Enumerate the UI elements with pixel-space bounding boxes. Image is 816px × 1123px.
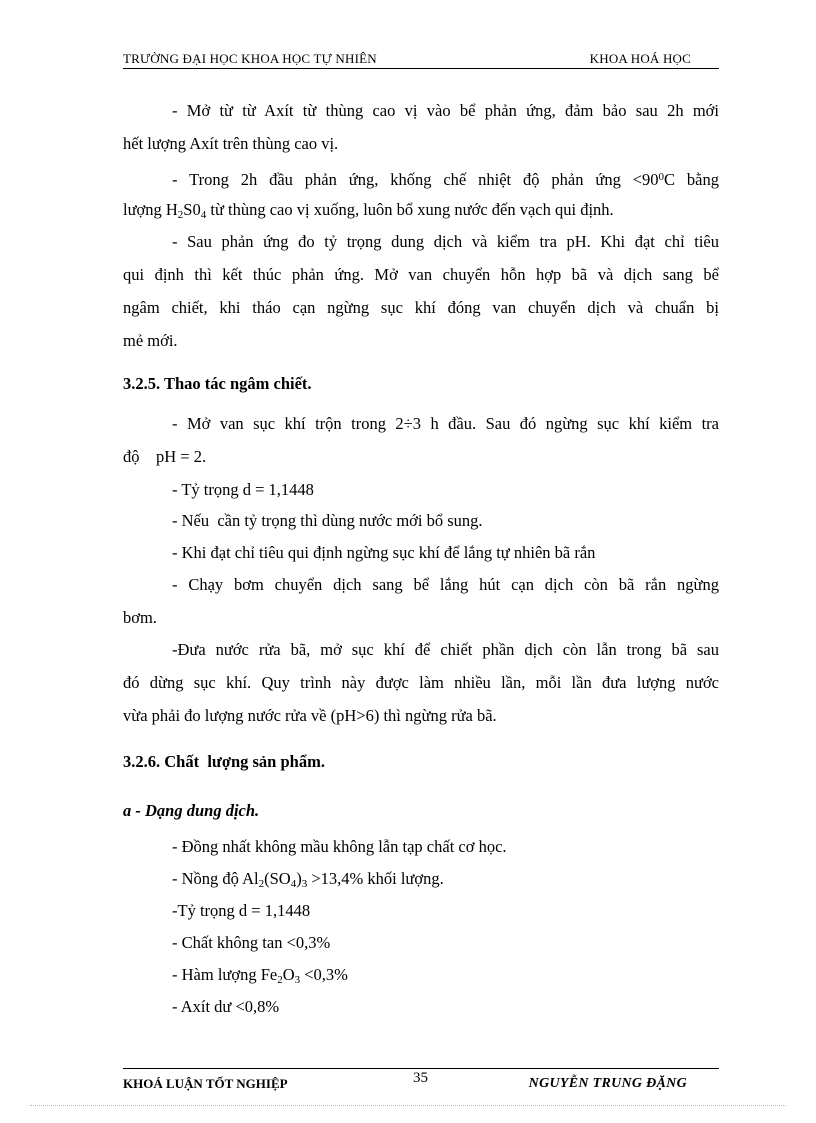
list-item: -Tỷ trọng d = 1,1448 <box>172 901 311 920</box>
subsection-heading: a - Dạng dung dịch. <box>123 801 260 820</box>
header-faculty: KHOA HOÁ HỌC <box>589 51 691 66</box>
footer-author: NGUYỄN TRUNG ĐẶNG <box>528 1076 687 1091</box>
paragraph-line: - Mở van sục khí trộn trong 2÷3 h đầu. Sau đó ngừng sục khí kiểm tra <box>172 414 719 433</box>
list-item: - Axít dư <0,8% <box>172 997 280 1016</box>
text-run: - Nồng độ Al <box>172 869 259 888</box>
text-run: >13,4% khối lượng. <box>307 869 444 888</box>
subscript: 2 <box>277 974 283 986</box>
text-run: lượng H <box>123 200 178 219</box>
paragraph-line: bơm. <box>123 608 157 627</box>
page-break-divider <box>30 1105 786 1106</box>
paragraph-line: - Sau phản ứng đo tỷ trọng dung dịch và kiểm tra pH. Khi đạt chỉ tiêu <box>172 232 719 251</box>
paragraph-line: - Nếu cần tỷ trọng thì dùng nước mới bổ sung. <box>172 511 483 530</box>
text-run: C bằng <box>664 170 719 189</box>
subscript: 4 <box>290 878 297 890</box>
text-run: - Hàm lượng Fe <box>172 965 278 984</box>
page-number: 35 <box>413 1070 428 1086</box>
paragraph-line: - Mở từ từ Axít từ thùng cao vị vào bể phản ứng, đảm bảo sau 2h mới <box>172 101 719 120</box>
text-run: <0,3% <box>300 965 348 984</box>
text-run: O <box>282 965 295 984</box>
text-run: S0 <box>183 200 201 219</box>
page-footer <box>123 1068 719 1091</box>
list-item: - Chất không tan <0,3% <box>172 933 331 952</box>
text-run: - Trong 2h đầu phản ứng, khống chế nhiệt độ phản ứng <90 <box>172 170 659 189</box>
subscript: 2 <box>177 209 184 221</box>
paragraph-line: đó dừng sục khí. Quy trình này được làm nhiều lần, mỗi lần đưa lượng nước <box>123 673 719 692</box>
section-heading: 3.2.5. Thao tác ngâm chiết. <box>123 374 312 393</box>
paragraph-line: - Khi đạt chỉ tiêu qui định ngừng sục khí để lắng tự nhiên bã rắn <box>172 543 596 562</box>
paragraph-line: độ pH = 2. <box>123 447 207 466</box>
paragraph-line: - Chạy bơm chuyển dịch sang bể lắng hút cạn dịch còn bã rắn ngừng <box>172 575 719 594</box>
subscript: 2 <box>258 878 265 890</box>
paragraph-line: vừa phải đo lượng nước rửa về (pH>6) thì ngừng rửa bã. <box>123 706 497 725</box>
paragraph-line: -Đưa nước rửa bã, mở sục khí để chiết phần dịch còn lẫn trong bã sau <box>172 640 719 659</box>
list-item: - Đồng nhất không mầu không lẫn tạp chất cơ học. <box>172 837 507 856</box>
paragraph-line: mẻ mới. <box>123 331 178 350</box>
list-item <box>172 868 719 895</box>
text-run: (SO <box>264 869 291 888</box>
page-header <box>123 50 719 69</box>
paragraph-line: - Tỷ trọng d = 1,1448 <box>172 480 314 499</box>
subscript: 4 <box>200 209 207 221</box>
paragraph-line <box>123 199 719 226</box>
paragraph-line <box>172 166 719 191</box>
header-university: TRƯỜNG ĐẠI HỌC KHOA HỌC TỰ NHIÊN <box>123 51 377 66</box>
subscript: 3 <box>294 974 301 986</box>
section-heading: 3.2.6. Chất lượng sản phẩm. <box>123 752 325 771</box>
paragraph-line: qui định thì kết thúc phản ứng. Mở van chuyển hỗn hợp bã và dịch sang bể <box>123 265 719 284</box>
text-run: ) <box>296 869 302 888</box>
superscript: 0 <box>658 171 665 183</box>
text-run: từ thùng cao vị xuống, luôn bổ xung nước đến vạch qui định. <box>206 200 614 219</box>
paragraph-line: ngâm chiết, khi tháo cạn ngừng sục khí đóng van chuyển dịch và chuẩn bị <box>123 298 719 317</box>
list-item <box>172 964 719 991</box>
footer-thesis-label: KHOÁ LUẬN TỐT NGHIỆP <box>123 1076 288 1091</box>
subscript: 3 <box>301 878 308 890</box>
paragraph-line: hết lượng Axít trên thùng cao vị. <box>123 134 339 153</box>
